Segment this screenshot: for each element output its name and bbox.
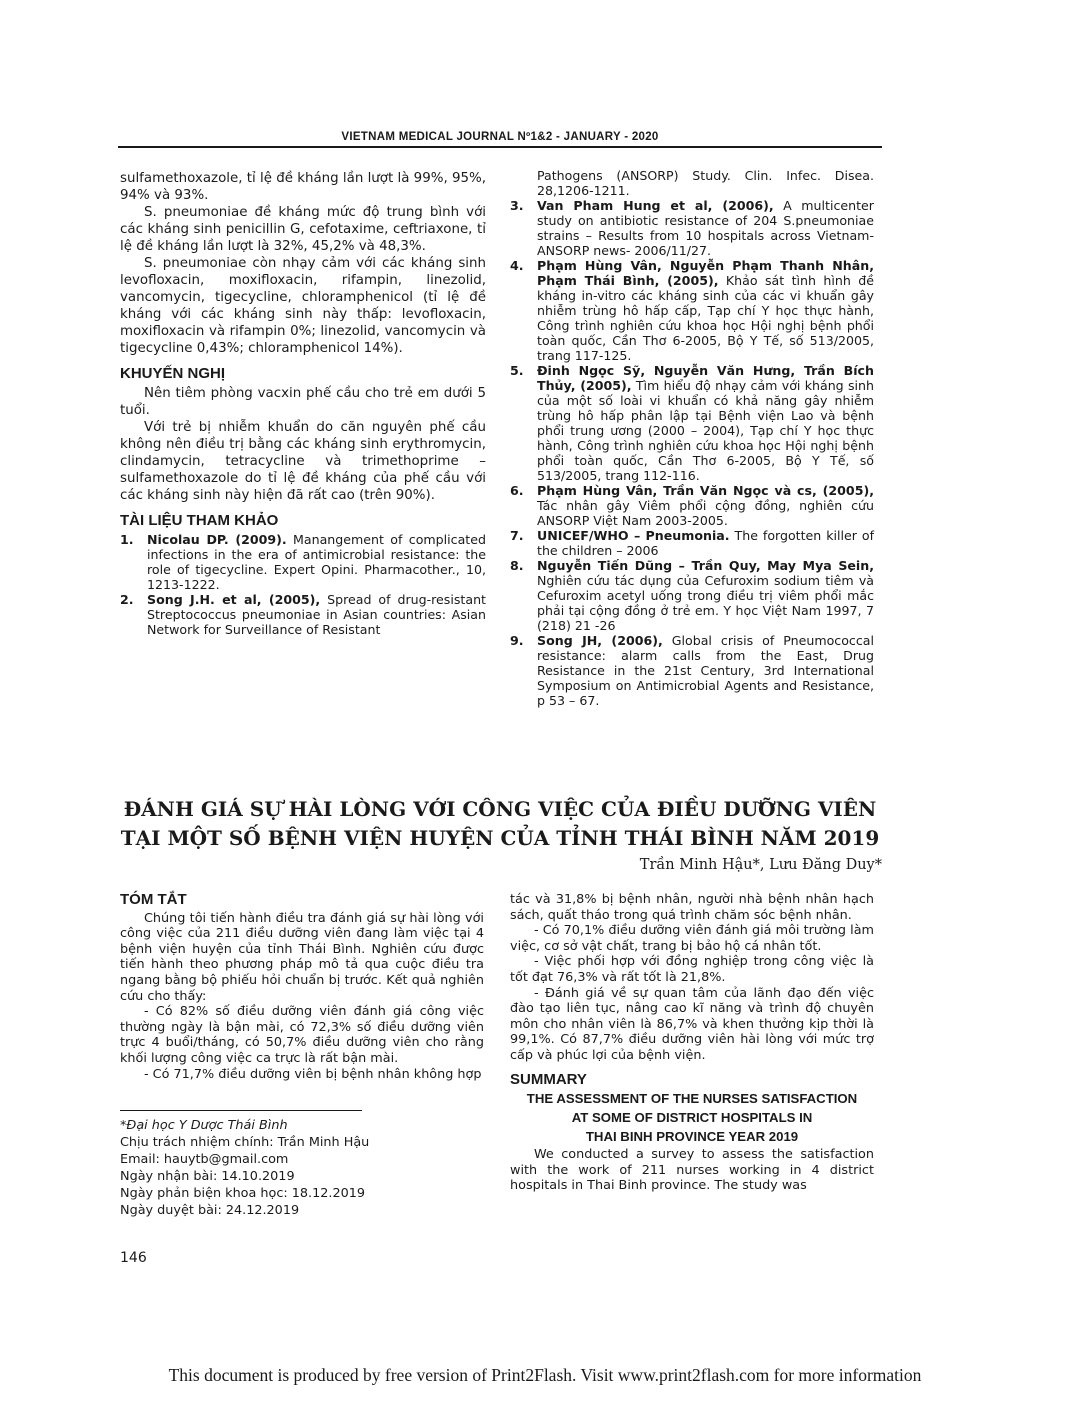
article-title-line: ĐÁNH GIÁ SỰ HÀI LÒNG VỚI CÔNG VIỆC CỦA ĐIỀU DƯỠNG VIÊN xyxy=(123,797,877,821)
summary-title-line: AT SOME OF DISTRICT HOSPITALS IN xyxy=(571,1110,813,1126)
prev-article-left-column xyxy=(120,170,486,637)
journal-header: VIETNAM MEDICAL JOURNAL Nº1&2 - JANUARY - 2020 xyxy=(341,131,659,143)
reference-number: 3. xyxy=(510,198,524,213)
recommend-heading: KHUYẾN NGHỊ xyxy=(120,365,226,382)
reference-author: Phạm Hùng Vân, Trần Văn Ngọc và cs, (2005), xyxy=(537,483,874,498)
reference-item xyxy=(510,258,874,363)
reference-author: Song JH, (2006), xyxy=(537,633,663,648)
reference-number: 6. xyxy=(510,483,524,498)
footnote-rule xyxy=(120,1110,362,1111)
reference-item xyxy=(510,363,874,483)
results-paragraph: S. pneumoniae đề kháng mức độ trung bình với các kháng sinh penicillin G, cefotaxime, ceftriaxone, tỉ lệ đề kháng lần lượt là 32%, 45,2% và 48,3%. xyxy=(120,205,486,254)
reference-text: Spread of drug-resistant Streptococcus pneumoniae in Asian countries: Asian Network for Surveillance of Resistant xyxy=(147,592,486,637)
reference-item xyxy=(510,633,874,708)
reference-author: Nguyễn Tiến Dũng – Trần Quy, May Mya Sein, xyxy=(537,558,874,573)
reference-number: 9. xyxy=(510,633,524,648)
summary-heading: SUMMARY xyxy=(510,1070,587,1088)
references-heading: TÀI LIỆU THAM KHẢO xyxy=(120,512,279,529)
article-authors: Trần Minh Hậu*, Lưu Đăng Duy* xyxy=(639,857,882,873)
reference-number: 8. xyxy=(510,558,524,573)
footnote-reviewed: Ngày phản biện khoa học: 18.12.2019 xyxy=(120,1186,366,1201)
abstract-left-column xyxy=(120,892,484,1082)
reference-author: Đinh Ngọc Sỹ, Nguyễn Văn Hưng, Trần Bích Thủy, (2005), xyxy=(537,363,874,393)
prev-article-right-column xyxy=(510,168,874,708)
reference-item xyxy=(120,532,486,592)
reference-item xyxy=(510,528,874,558)
reference-text: Global crisis of Pneumococcal resistance: alarm calls from the East, Drug Resistance in the 21st Century, 3rd International Symposium on Antimicrobial Agents and Resistance, p 53 – 67. xyxy=(537,633,874,708)
article-title xyxy=(118,795,882,853)
recommend-paragraph: Nên tiêm phòng vacxin phế cầu cho trẻ em dưới 5 tuổi. xyxy=(120,386,486,418)
summary-paragraph: We conducted a survey to assess the satisfaction with the work of 211 nurses working in 4 district hospitals in Thai Binh province. The study was xyxy=(510,1147,874,1194)
watermark-text: This document is produced by free version of Print2Flash. Visit www.print2flash.com for more information xyxy=(168,1365,922,1385)
reference-number: 4. xyxy=(510,258,524,273)
reference-continued xyxy=(510,168,874,198)
reference-number: 5. xyxy=(510,363,524,378)
reference-item xyxy=(510,198,874,258)
abstract-paragraph: - Có 70,1% điều dưỡng viên đánh giá môi trường làm việc, cơ sở vật chất, trang bị bảo hộ cá nhân tốt. xyxy=(510,923,874,954)
reference-text: Pathogens (ANSORP) Study. Clin. Infec. Disea. 28,1206-1211. xyxy=(537,168,874,198)
abstract-paragraph: Chúng tôi tiến hành điều tra đánh giá sự hài lòng với công việc của 211 điều dưỡng viên đang làm việc tại 4 bệnh viện huyện của tỉnh Thái Bình. Nghiên cứu được tiến hành theo phương pháp mô tả qua cuộc điều tra ngang bằng bộ phiếu hỏi chuẩn bị trước. Kết quả nghiên cứu cho thấy: xyxy=(120,910,484,1004)
reference-text: The forgotten killer of the children – 2006 xyxy=(537,528,874,558)
reference-text: Tìm hiểu độ nhạy cảm với kháng sinh của một số loài vi khuẩn có khả năng gây nhiễm trùng hô hấp phân lập tại Bệnh viện Lao và bệnh phổi trung ương (2000 – 2004), Tạp chí Y học thực hành, Công trình nghiên cứu khoa học Hội nghị bệnh phổi toàn quốc, Cần Thơ 6-2005, Bộ Y Tế, số 513/2005, trang 112-116. xyxy=(537,378,874,483)
reference-number: 1. xyxy=(120,532,134,547)
reference-text: Manangement of complicated infections in the era of antimicrobial resistance: the role of tigecycline. Expert Opini. Pharmacother., 10, 1213-1222. xyxy=(147,532,486,592)
abstract-paragraph: - Có 71,7% điều dưỡng viên bị bệnh nhân không hợp xyxy=(144,1066,482,1082)
abstract-paragraph: - Việc phối hợp với đồng nghiệp trong công việc là tốt đạt 76,3% và rất tốt là 21,8%. xyxy=(510,954,874,985)
reference-author: Song J.H. et al, (2005), xyxy=(147,592,321,607)
header-rule xyxy=(118,146,882,148)
summary-title-line: THE ASSESSMENT OF THE NURSES SATISFACTION xyxy=(526,1091,858,1107)
footnote-received: Ngày nhận bài: 14.10.2019 xyxy=(120,1169,295,1184)
reference-item xyxy=(510,483,874,528)
reference-author: Van Pham Hung et al, (2006), xyxy=(537,198,774,213)
reference-item xyxy=(510,558,874,633)
summary-title-line: THAI BINH PROVINCE YEAR 2019 xyxy=(585,1129,799,1145)
reference-number: 2. xyxy=(120,592,134,607)
reference-author: UNICEF/WHO – Pneumonia. xyxy=(537,528,730,543)
footnote xyxy=(120,1117,369,1219)
article-title-line: TẠI MỘT SỐ BỆNH VIỆN HUYỆN CỦA TỈNH THÁI BÌNH NĂM 2019 xyxy=(120,826,880,850)
reference-item xyxy=(120,592,486,637)
results-paragraph: sulfamethoxazole, tỉ lệ đề kháng lần lượt là 99%, 95%, 94% và 93%. xyxy=(120,171,486,203)
recommend-paragraph: Với trẻ bị nhiễm khuẩn do căn nguyên phế cầu không nên điều trị bằng các kháng sinh erythromycin, clindamycin, tetracycline và trimethoprime – sulfamethoxazole do tỉ lệ đề kháng của phế cầu với các kháng sinh này hiện đã rất cao (trên 90%). xyxy=(120,420,486,503)
reference-text: Khảo sát tình hình đề kháng in-vitro các kháng sinh của các vi khuẩn gây nhiễm trùng hô hấp cấp, Tạp chí Y học thực hành, Công trình nghiên cứu khoa học Hội nghị bệnh phổi toàn quốc, Cần Thơ 6-2005, Bộ Y Tế, số 513/2005, trang 117-125. xyxy=(537,273,874,363)
abstract-right-column xyxy=(510,892,874,1194)
footnote-responsible: Chịu trách nhiệm chính: Trần Minh Hậu xyxy=(120,1135,370,1150)
reference-number: 7. xyxy=(510,528,524,543)
page-number: 146 xyxy=(120,1250,147,1266)
reference-text: A multicenter study on antibiotic resistance of 204 S.pneumoniae strains – Results from 10 hospitals across Vietnam- ANSORP news- 2006/11/27. xyxy=(537,198,874,258)
results-paragraph: S. pneumoniae còn nhạy cảm với các kháng sinh levofloxacin, moxifloxacin, rifampin, linezolid, vancomycin, tigecycline, chloramphenicol (tỉ lệ đề kháng với các kháng sinh này thấp: levofloxacin, moxifloxacin và rifampin 0%; linezolid, vancomycin và tigecycline 0,43%; chloramphenicol 14%). xyxy=(120,256,486,356)
footnote-email: Email: hauytb@gmail.com xyxy=(120,1152,289,1167)
reference-text: Nghiên cứu tác dụng của Cefuroxim sodium tiêm và Cefuroxim acetyl uống trong điều trị viêm phổi mắc phải tại cộng đồng ở trẻ em. Y học Việt Nam 1997, 7 (218) 21 -26 xyxy=(537,573,874,633)
reference-text: Tác nhân gây Viêm phổi cộng đồng, nghiên cứu ANSORP Việt Nam 2003-2005. xyxy=(537,498,874,528)
footnote-affiliation: *Đại học Y Dược Thái Bình xyxy=(120,1118,288,1133)
footnote-approved: Ngày duyệt bài: 24.12.2019 xyxy=(120,1203,300,1218)
abstract-paragraph: - Đánh giá về sự quan tâm của lãnh đạo đến việc đào tạo liên tục, nâng cao kĩ năng và trình độ chuyên môn cho nhân viên là 86,7% và khen thưởng kịp thời là 99,1%. Có 87,7% điều dưỡng viên hài lòng với mức trợ cấp và phúc lợi của bệnh viện. xyxy=(510,985,874,1063)
abstract-paragraph: tác và 31,8% bị bệnh nhân, người nhà bệnh nhân hạch sách, quất tháo trong quá trình chăm sóc bệnh nhân. xyxy=(510,892,874,923)
reference-author: Nicolau DP. (2009). xyxy=(147,532,287,547)
abstract-heading: TÓM TẮT xyxy=(120,891,187,908)
abstract-paragraph: - Có 82% số điều dưỡng viên đánh giá công việc thường ngày là bận mài, có 72,3% số điều dưỡng viên trực 4 buổi/tháng, có 50,7% điều dưỡng viên cho rằng khối lượng công việc ca trực là rất bận mài. xyxy=(120,1004,484,1066)
reference-author: Phạm Hùng Vân, Nguyễn Phạm Thanh Nhân, Phạm Thái Bình, (2005), xyxy=(537,258,874,288)
